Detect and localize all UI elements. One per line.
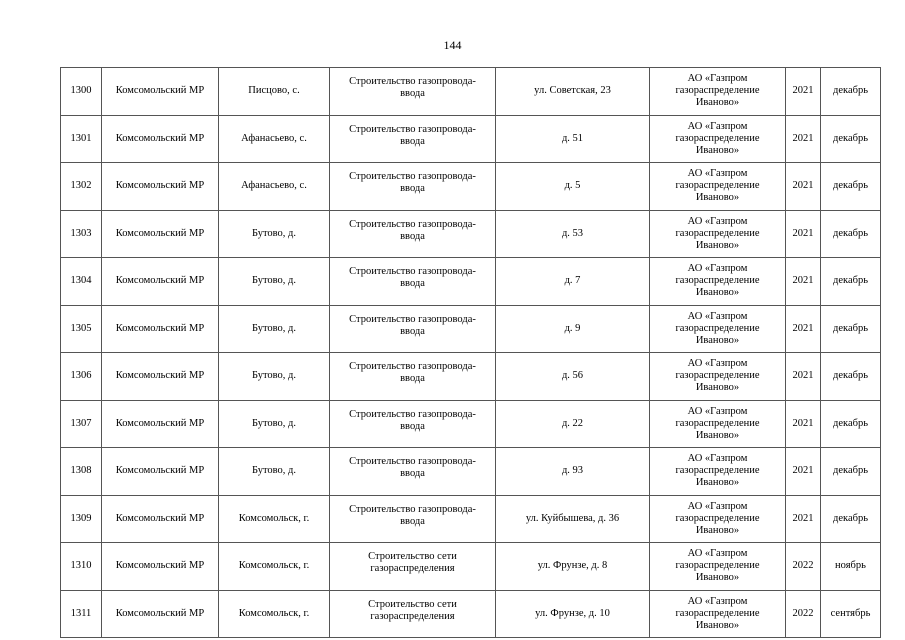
row-number-cell: 1307 — [61, 400, 102, 448]
organization-cell — [650, 400, 786, 448]
organization-line: АО «Газпром — [687, 548, 748, 560]
organization-line: АО «Газпром — [687, 405, 748, 417]
row-number-cell: 1306 — [61, 353, 102, 401]
table-row — [61, 495, 881, 543]
work-type-line: Строительство газопровода- — [349, 361, 476, 373]
work-type-line: ввода — [400, 468, 425, 480]
month-cell: ноябрь — [821, 543, 881, 591]
organization-line: АО «Газпром — [687, 595, 748, 607]
locality-cell: Комсомольск, г. — [219, 590, 330, 638]
year-cell: 2021 — [786, 305, 821, 353]
work-type-cell — [330, 495, 496, 543]
district-cell: Комсомольский МР — [102, 543, 219, 591]
locality-cell: Бутово, д. — [219, 305, 330, 353]
work-type-cell — [330, 163, 496, 211]
organization-line: газораспределение — [675, 180, 760, 192]
work-type-line: Строительство сети — [368, 551, 457, 563]
work-type-line: ввода — [400, 183, 425, 195]
organization-line: Иваново» — [695, 97, 740, 109]
organization-cell — [650, 115, 786, 163]
organization-line: газораспределение — [675, 132, 760, 144]
organization-line: АО «Газпром — [687, 358, 748, 370]
district-cell: Комсомольский МР — [102, 305, 219, 353]
table-row — [61, 353, 881, 401]
month-cell: декабрь — [821, 258, 881, 306]
gasification-table — [60, 67, 881, 638]
address-cell: д. 5 — [496, 163, 650, 211]
table-row — [61, 305, 881, 353]
work-type-line: ввода — [400, 373, 425, 385]
organization-line: газораспределение — [675, 322, 760, 334]
work-type-line: ввода — [400, 278, 425, 290]
locality-cell: Бутово, д. — [219, 258, 330, 306]
month-cell: декабрь — [821, 448, 881, 496]
work-type-cell — [330, 448, 496, 496]
organization-cell — [650, 495, 786, 543]
table-row — [61, 258, 881, 306]
work-type-line: Строительство газопровода- — [349, 266, 476, 278]
work-type-line: Строительство газопровода- — [349, 313, 476, 325]
organization-line: газораспределение — [675, 275, 760, 287]
organization-line: Иваново» — [695, 619, 740, 631]
work-type-line: Строительство газопровода- — [349, 456, 476, 468]
organization-line: газораспределение — [675, 465, 760, 477]
work-type-line: Строительство газопровода- — [349, 76, 476, 88]
month-cell: декабрь — [821, 115, 881, 163]
address-cell: ул. Фрунзе, д. 10 — [496, 590, 650, 638]
organization-line: газораспределение — [675, 560, 760, 572]
work-type-cell — [330, 68, 496, 116]
work-type-line: Строительство газопровода- — [349, 503, 476, 515]
month-cell: декабрь — [821, 353, 881, 401]
organization-line: АО «Газпром — [687, 500, 748, 512]
work-type-cell — [330, 115, 496, 163]
locality-cell: Бутово, д. — [219, 448, 330, 496]
district-cell: Комсомольский МР — [102, 163, 219, 211]
district-cell: Комсомольский МР — [102, 258, 219, 306]
address-cell: д. 9 — [496, 305, 650, 353]
work-type-line: ввода — [400, 515, 425, 527]
table-row — [61, 543, 881, 591]
locality-cell: Комсомольск, г. — [219, 543, 330, 591]
table-row — [61, 163, 881, 211]
locality-cell: Афанасьево, с. — [219, 163, 330, 211]
row-number-cell: 1310 — [61, 543, 102, 591]
locality-cell: Бутово, д. — [219, 353, 330, 401]
year-cell: 2021 — [786, 115, 821, 163]
row-number-cell: 1304 — [61, 258, 102, 306]
organization-line: Иваново» — [695, 192, 740, 204]
work-type-cell — [330, 400, 496, 448]
row-number-cell: 1311 — [61, 590, 102, 638]
row-number-cell: 1308 — [61, 448, 102, 496]
work-type-line: газораспределения — [370, 610, 455, 622]
district-cell: Комсомольский МР — [102, 68, 219, 116]
work-type-line: Строительство газопровода- — [349, 218, 476, 230]
work-type-line: ввода — [400, 88, 425, 100]
year-cell: 2021 — [786, 400, 821, 448]
organization-line: газораспределение — [675, 417, 760, 429]
organization-line: АО «Газпром — [687, 263, 748, 275]
organization-line: Иваново» — [695, 477, 740, 489]
work-type-cell — [330, 258, 496, 306]
month-cell: декабрь — [821, 68, 881, 116]
district-cell: Комсомольский МР — [102, 495, 219, 543]
year-cell: 2021 — [786, 495, 821, 543]
address-cell: д. 22 — [496, 400, 650, 448]
organization-line: Иваново» — [695, 287, 740, 299]
district-cell: Комсомольский МР — [102, 590, 219, 638]
address-cell: ул. Фрунзе, д. 8 — [496, 543, 650, 591]
organization-line: Иваново» — [695, 429, 740, 441]
organization-line: Иваново» — [695, 239, 740, 251]
work-type-line: Строительство газопровода- — [349, 408, 476, 420]
work-type-line: ввода — [400, 325, 425, 337]
organization-line: Иваново» — [695, 524, 740, 536]
row-number-cell: 1309 — [61, 495, 102, 543]
organization-line: газораспределение — [675, 607, 760, 619]
address-cell: ул. Куйбышева, д. 36 — [496, 495, 650, 543]
locality-cell: Комсомольск, г. — [219, 495, 330, 543]
address-cell: д. 93 — [496, 448, 650, 496]
year-cell: 2021 — [786, 163, 821, 211]
year-cell: 2021 — [786, 210, 821, 258]
organization-cell — [650, 353, 786, 401]
row-number-cell: 1300 — [61, 68, 102, 116]
month-cell: сентябрь — [821, 590, 881, 638]
row-number-cell: 1301 — [61, 115, 102, 163]
organization-cell — [650, 305, 786, 353]
work-type-line: газораспределения — [370, 563, 455, 575]
address-cell: д. 51 — [496, 115, 650, 163]
table-row — [61, 68, 881, 116]
row-number-cell: 1305 — [61, 305, 102, 353]
month-cell: декабрь — [821, 400, 881, 448]
district-cell: Комсомольский МР — [102, 115, 219, 163]
organization-line: газораспределение — [675, 227, 760, 239]
work-type-line: Строительство газопровода- — [349, 171, 476, 183]
table-row — [61, 400, 881, 448]
district-cell: Комсомольский МР — [102, 400, 219, 448]
work-type-line: ввода — [400, 230, 425, 242]
table-row — [61, 210, 881, 258]
table-body — [61, 68, 881, 638]
organization-line: АО «Газпром — [687, 215, 748, 227]
locality-cell: Писцово, с. — [219, 68, 330, 116]
month-cell: декабрь — [821, 210, 881, 258]
work-type-line: ввода — [400, 420, 425, 432]
year-cell: 2021 — [786, 68, 821, 116]
organization-line: газораспределение — [675, 512, 760, 524]
table-row — [61, 448, 881, 496]
address-cell: ул. Советская, 23 — [496, 68, 650, 116]
work-type-line: Строительство сети — [368, 598, 457, 610]
year-cell: 2021 — [786, 353, 821, 401]
month-cell: декабрь — [821, 163, 881, 211]
organization-cell — [650, 258, 786, 306]
address-cell: д. 7 — [496, 258, 650, 306]
organization-line: Иваново» — [695, 334, 740, 346]
month-cell: декабрь — [821, 305, 881, 353]
organization-line: АО «Газпром — [687, 73, 748, 85]
work-type-line: Строительство газопровода- — [349, 123, 476, 135]
month-cell: декабрь — [821, 495, 881, 543]
year-cell: 2021 — [786, 448, 821, 496]
organization-line: АО «Газпром — [687, 310, 748, 322]
district-cell: Комсомольский МР — [102, 448, 219, 496]
organization-line: АО «Газпром — [687, 168, 748, 180]
organization-line: АО «Газпром — [687, 120, 748, 132]
work-type-line: ввода — [400, 135, 425, 147]
page-number: 144 — [443, 38, 462, 52]
organization-line: газораспределение — [675, 370, 760, 382]
year-cell: 2022 — [786, 543, 821, 591]
organization-line: Иваново» — [695, 144, 740, 156]
locality-cell: Бутово, д. — [219, 400, 330, 448]
address-cell: д. 56 — [496, 353, 650, 401]
table-row — [61, 115, 881, 163]
work-type-cell — [330, 353, 496, 401]
row-number-cell: 1302 — [61, 163, 102, 211]
table-row — [61, 590, 881, 638]
organization-line: Иваново» — [695, 382, 740, 394]
locality-cell: Бутово, д. — [219, 210, 330, 258]
district-cell: Комсомольский МР — [102, 353, 219, 401]
locality-cell: Афанасьево, с. — [219, 115, 330, 163]
organization-line: АО «Газпром — [687, 453, 748, 465]
organization-cell — [650, 590, 786, 638]
work-type-cell — [330, 590, 496, 638]
organization-cell — [650, 543, 786, 591]
address-cell: д. 53 — [496, 210, 650, 258]
year-cell: 2022 — [786, 590, 821, 638]
organization-line: Иваново» — [695, 572, 740, 584]
year-cell: 2021 — [786, 258, 821, 306]
work-type-cell — [330, 543, 496, 591]
row-number-cell: 1303 — [61, 210, 102, 258]
district-cell: Комсомольский МР — [102, 210, 219, 258]
organization-cell — [650, 448, 786, 496]
work-type-cell — [330, 305, 496, 353]
organization-cell — [650, 163, 786, 211]
organization-cell — [650, 68, 786, 116]
organization-line: газораспределение — [675, 85, 760, 97]
organization-cell — [650, 210, 786, 258]
work-type-cell — [330, 210, 496, 258]
